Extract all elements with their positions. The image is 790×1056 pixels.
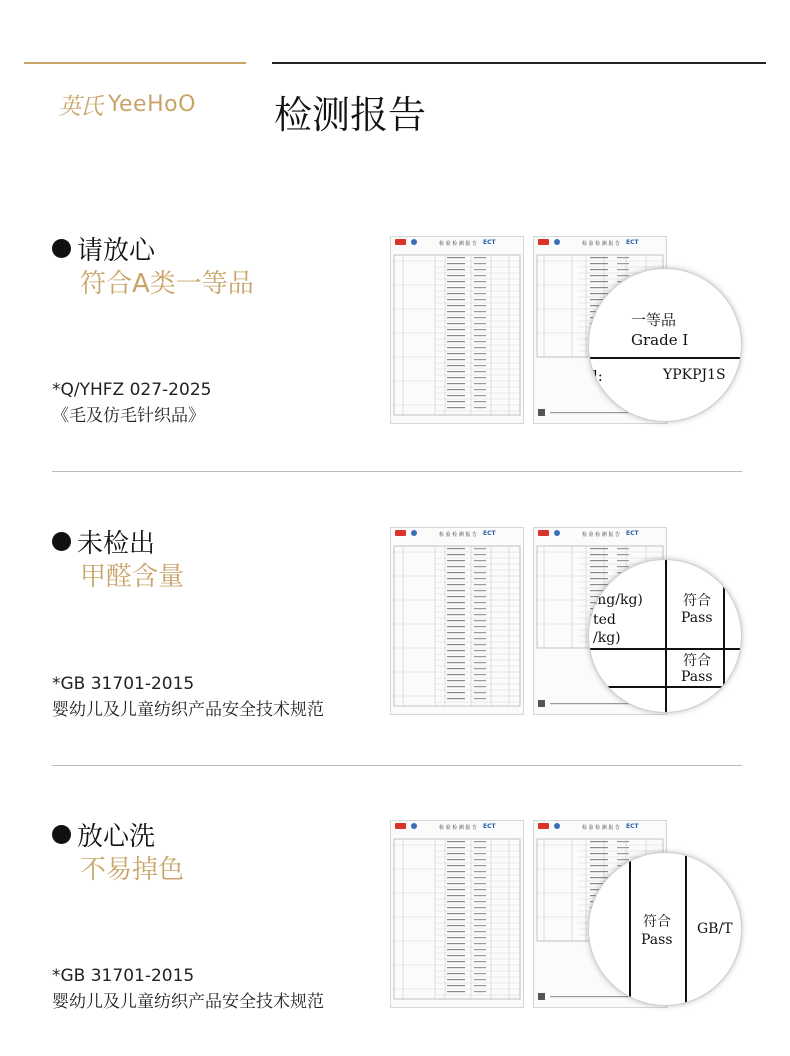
report-text-line — [447, 323, 465, 324]
pass-cn: 符合 — [643, 914, 671, 930]
grade-en: Grade I — [631, 331, 689, 349]
sample-label-fragment: l: — [593, 367, 603, 385]
lab-seal-icon — [395, 239, 406, 245]
unit-text-2: /kg) — [593, 630, 621, 646]
report-text-line — [590, 554, 608, 555]
report-text-line — [590, 287, 608, 288]
report-text-line — [474, 931, 486, 932]
report-text-line — [474, 371, 486, 372]
report-text-line — [474, 341, 486, 342]
report-text-line — [447, 377, 465, 378]
report-text-line — [474, 656, 486, 657]
pass-en: Pass — [681, 669, 713, 685]
report-text-line — [590, 269, 608, 270]
report-page-1 — [390, 236, 524, 424]
standard-code: *GB 31701-2015 — [52, 674, 195, 694]
lab-seal-icon — [395, 823, 406, 829]
accreditation-icon — [554, 823, 560, 829]
report-text-line — [447, 293, 465, 294]
report-text-line — [474, 985, 486, 986]
report-text-line — [474, 365, 486, 366]
report-text-line — [617, 275, 629, 276]
report-text-line — [474, 937, 486, 938]
report-text-line — [447, 871, 465, 872]
report-text-line — [474, 991, 486, 992]
report-text-line — [474, 317, 486, 318]
report-text-line — [474, 955, 486, 956]
pass-cn: 符合 — [683, 653, 711, 669]
report-text-line — [474, 925, 486, 926]
section-subhead: 符合A类一等品 — [80, 269, 254, 299]
unit-text: mg/kg) — [593, 592, 643, 608]
report-text-line — [447, 548, 465, 549]
report-text-line — [474, 353, 486, 354]
report-text-line — [447, 901, 465, 902]
section-divider — [52, 471, 742, 472]
report-text-line — [447, 620, 465, 621]
report-text-line — [447, 853, 465, 854]
qr-code-icon — [538, 409, 545, 416]
report-text-line — [447, 560, 465, 561]
report-text-line — [474, 943, 486, 944]
report-text-line — [447, 686, 465, 687]
report-text-line — [447, 644, 465, 645]
report-text-line — [474, 602, 486, 603]
report-text-line — [474, 853, 486, 854]
accreditation-icon — [554, 239, 560, 245]
report-text-line — [474, 566, 486, 567]
report-text-line — [447, 275, 465, 276]
report-text-line — [447, 919, 465, 920]
table-row-rule — [589, 648, 741, 650]
report-text-line — [447, 662, 465, 663]
report-text-line — [447, 967, 465, 968]
report-text-line — [447, 979, 465, 980]
bullet-icon — [52, 239, 71, 258]
report-text-line — [474, 895, 486, 896]
report-text-line — [447, 674, 465, 675]
accreditation-icon — [411, 823, 417, 829]
report-text-line — [474, 883, 486, 884]
report-text-line — [447, 359, 465, 360]
report-text-line — [447, 572, 465, 573]
report-text-line — [474, 395, 486, 396]
pass-en: Pass — [641, 932, 673, 948]
report-text-line — [474, 608, 486, 609]
report-text-line — [474, 979, 486, 980]
standard-code: *Q/YHFZ 027-2025 — [52, 380, 212, 400]
lab-mark: ECT — [483, 823, 496, 830]
report-text-line — [447, 847, 465, 848]
report-text-line — [590, 584, 608, 585]
report-text-line — [474, 961, 486, 962]
brand-english-name: YeeHoO — [108, 91, 196, 117]
report-text-line — [617, 257, 629, 258]
report-text-line — [474, 377, 486, 378]
header-dark-rule — [272, 62, 766, 64]
report-text-line — [474, 578, 486, 579]
report-heading: 检 验 检 测 报 告 — [582, 825, 620, 831]
report-text-line — [447, 584, 465, 585]
report-text-line — [617, 269, 629, 270]
report-text-line — [447, 889, 465, 890]
report-heading: 检 验 检 测 报 告 — [582, 241, 620, 247]
headline-text: 未检出 — [77, 529, 156, 559]
report-text-line — [474, 389, 486, 390]
report-text-line — [617, 554, 629, 555]
report-text-line — [474, 847, 486, 848]
report-text-line — [447, 913, 465, 914]
report-text-line — [590, 275, 608, 276]
report-text-line — [474, 269, 486, 270]
report-text-line — [590, 572, 608, 573]
grade-cn: 一等品 — [631, 311, 677, 329]
report-text-line — [617, 859, 629, 860]
report-text-line — [474, 686, 486, 687]
magnifier-grade — [588, 268, 742, 422]
report-text-line — [447, 955, 465, 956]
report-text-line — [590, 560, 608, 561]
report-text-line — [447, 638, 465, 639]
report-text-line — [447, 865, 465, 866]
report-text-line — [474, 257, 486, 258]
report-text-line — [447, 937, 465, 938]
report-text-line — [447, 365, 465, 366]
report-text-line — [474, 919, 486, 920]
report-text-line — [474, 841, 486, 842]
report-text-line — [617, 841, 629, 842]
report-text-line — [474, 614, 486, 615]
report-page-1 — [390, 820, 524, 1008]
report-text-line — [474, 907, 486, 908]
report-text-line — [447, 973, 465, 974]
report-text-line — [447, 907, 465, 908]
result-note: ted — [593, 612, 616, 628]
report-text-line — [474, 973, 486, 974]
report-text-line — [474, 889, 486, 890]
lab-mark: ECT — [626, 530, 639, 537]
report-text-line — [590, 853, 608, 854]
report-heading: 检 验 检 测 报 告 — [582, 532, 620, 538]
report-text-line — [474, 638, 486, 639]
report-text-line — [617, 548, 629, 549]
report-text-line — [474, 859, 486, 860]
lab-mark: ECT — [626, 823, 639, 830]
report-text-line — [474, 692, 486, 693]
report-text-line — [474, 913, 486, 914]
accreditation-icon — [554, 530, 560, 536]
headline-text: 请放心 — [77, 236, 156, 266]
report-text-line — [447, 311, 465, 312]
lab-seal-icon — [538, 823, 549, 829]
report-text-line — [474, 668, 486, 669]
report-text-line — [447, 656, 465, 657]
report-text-line — [474, 967, 486, 968]
report-text-line — [474, 548, 486, 549]
report-text-line — [474, 335, 486, 336]
report-page-1 — [390, 527, 524, 715]
report-text-line — [474, 901, 486, 902]
table-rule — [589, 357, 741, 359]
standard-name: 《毛及仿毛针织品》 — [52, 406, 205, 426]
table-column-rule — [665, 560, 667, 712]
report-text-line — [447, 692, 465, 693]
section-headline — [52, 523, 155, 560]
report-text-line — [447, 317, 465, 318]
report-text-line — [474, 698, 486, 699]
report-text-line — [447, 614, 465, 615]
report-text-line — [474, 572, 486, 573]
lab-seal-icon — [538, 239, 549, 245]
bullet-icon — [52, 825, 71, 844]
report-text-line — [590, 566, 608, 567]
report-text-line — [474, 877, 486, 878]
report-text-line — [447, 602, 465, 603]
brand-logo — [58, 86, 196, 122]
report-heading: 检 验 检 测 报 告 — [439, 532, 477, 538]
report-text-line — [590, 847, 608, 848]
report-text-line — [447, 841, 465, 842]
lab-seal-icon — [395, 530, 406, 536]
report-text-line — [617, 847, 629, 848]
report-text-line — [474, 287, 486, 288]
report-text-line — [447, 353, 465, 354]
report-text-line — [474, 554, 486, 555]
page-title: 检测报告 — [274, 93, 427, 137]
report-text-line — [447, 383, 465, 384]
report-text-line — [474, 871, 486, 872]
report-text-line — [447, 608, 465, 609]
lab-mark: ECT — [626, 239, 639, 246]
report-text-line — [447, 859, 465, 860]
report-text-line — [447, 961, 465, 962]
section-headline — [52, 230, 155, 267]
report-text-line — [474, 662, 486, 663]
table-column-rule — [629, 853, 631, 1005]
report-text-line — [617, 263, 629, 264]
report-text-line — [447, 371, 465, 372]
report-text-line — [474, 281, 486, 282]
report-text-line — [447, 626, 465, 627]
lab-mark: ECT — [483, 239, 496, 246]
report-text-line — [474, 632, 486, 633]
standard-code: *GB 31701-2015 — [52, 966, 195, 986]
report-text-line — [590, 293, 608, 294]
report-text-line — [590, 548, 608, 549]
report-text-line — [447, 347, 465, 348]
report-text-line — [447, 269, 465, 270]
table-column-rule — [723, 560, 725, 712]
report-text-line — [474, 626, 486, 627]
sample-code: YPKPJ1S — [663, 367, 726, 383]
report-text-line — [474, 275, 486, 276]
bullet-icon — [52, 532, 71, 551]
report-text-line — [474, 650, 486, 651]
table-column-rule — [685, 853, 687, 1005]
report-text-line — [447, 257, 465, 258]
report-thumbnail — [391, 821, 523, 1007]
report-text-line — [474, 299, 486, 300]
standard-name: 婴幼儿及儿童纺织产品安全技术规范 — [52, 700, 324, 720]
accreditation-icon — [411, 239, 417, 245]
report-text-line — [447, 698, 465, 699]
report-text-line — [447, 401, 465, 402]
qr-code-icon — [538, 993, 545, 1000]
report-text-line — [590, 865, 608, 866]
report-text-line — [447, 299, 465, 300]
report-text-line — [474, 584, 486, 585]
report-text-line — [447, 389, 465, 390]
report-text-line — [447, 895, 465, 896]
standard-fragment: GB/T — [697, 921, 733, 937]
report-text-line — [474, 311, 486, 312]
report-text-line — [617, 566, 629, 567]
report-text-line — [447, 335, 465, 336]
qr-code-icon — [538, 700, 545, 707]
report-text-line — [447, 680, 465, 681]
pass-en: Pass — [681, 610, 713, 626]
report-text-line — [447, 650, 465, 651]
report-text-line — [474, 949, 486, 950]
brand-chinese-name: 英氏 — [58, 93, 102, 120]
report-text-line — [447, 943, 465, 944]
report-text-line — [447, 883, 465, 884]
report-text-line — [590, 281, 608, 282]
report-text-line — [447, 632, 465, 633]
lab-seal-icon — [538, 530, 549, 536]
report-text-line — [447, 263, 465, 264]
report-text-line — [474, 560, 486, 561]
report-text-line — [447, 395, 465, 396]
section-headline — [52, 816, 155, 853]
report-text-line — [447, 985, 465, 986]
lab-mark: ECT — [483, 530, 496, 537]
report-text-line — [474, 347, 486, 348]
report-heading: 检 验 检 测 报 告 — [439, 825, 477, 831]
report-text-line — [474, 305, 486, 306]
report-text-line — [447, 991, 465, 992]
report-text-line — [447, 949, 465, 950]
report-text-line — [447, 877, 465, 878]
accreditation-icon — [411, 530, 417, 536]
report-text-line — [474, 329, 486, 330]
headline-text: 放心洗 — [77, 822, 156, 852]
report-text-line — [447, 341, 465, 342]
report-text-line — [617, 560, 629, 561]
report-text-line — [474, 590, 486, 591]
section-subhead: 不易掉色 — [80, 855, 185, 885]
report-text-line — [474, 865, 486, 866]
report-text-line — [447, 668, 465, 669]
magnifier-formaldehyde — [588, 559, 742, 713]
report-text-line — [617, 853, 629, 854]
report-text-line — [474, 674, 486, 675]
table-row-rule — [589, 686, 741, 688]
report-text-line — [447, 554, 465, 555]
section-subhead: 甲醛含量 — [80, 562, 185, 592]
report-text-line — [447, 329, 465, 330]
report-text-line — [447, 305, 465, 306]
report-text-line — [447, 931, 465, 932]
pass-cn: 符合 — [683, 593, 711, 609]
header-gold-rule — [24, 62, 246, 64]
report-text-line — [474, 680, 486, 681]
report-text-line — [447, 578, 465, 579]
report-text-line — [590, 871, 608, 872]
report-text-line — [474, 407, 486, 408]
report-heading: 检 验 检 测 报 告 — [439, 241, 477, 247]
report-text-line — [590, 859, 608, 860]
report-text-line — [590, 263, 608, 264]
report-text-line — [447, 596, 465, 597]
report-text-line — [447, 590, 465, 591]
report-text-line — [474, 620, 486, 621]
report-text-line — [474, 644, 486, 645]
report-text-line — [590, 841, 608, 842]
report-text-line — [447, 281, 465, 282]
report-text-line — [474, 383, 486, 384]
report-text-line — [590, 877, 608, 878]
report-text-line — [447, 407, 465, 408]
report-text-line — [590, 257, 608, 258]
report-text-line — [447, 287, 465, 288]
section-divider — [52, 765, 742, 766]
report-text-line — [474, 596, 486, 597]
report-text-line — [590, 578, 608, 579]
report-text-line — [474, 359, 486, 360]
report-text-line — [447, 566, 465, 567]
report-text-line — [474, 263, 486, 264]
report-text-line — [474, 401, 486, 402]
magnifier-colorfastness — [588, 852, 742, 1006]
standard-name: 婴幼儿及儿童纺织产品安全技术规范 — [52, 992, 324, 1012]
report-text-line — [474, 323, 486, 324]
report-thumbnail — [391, 237, 523, 423]
report-text-line — [447, 925, 465, 926]
report-text-line — [474, 293, 486, 294]
report-thumbnail — [391, 528, 523, 714]
